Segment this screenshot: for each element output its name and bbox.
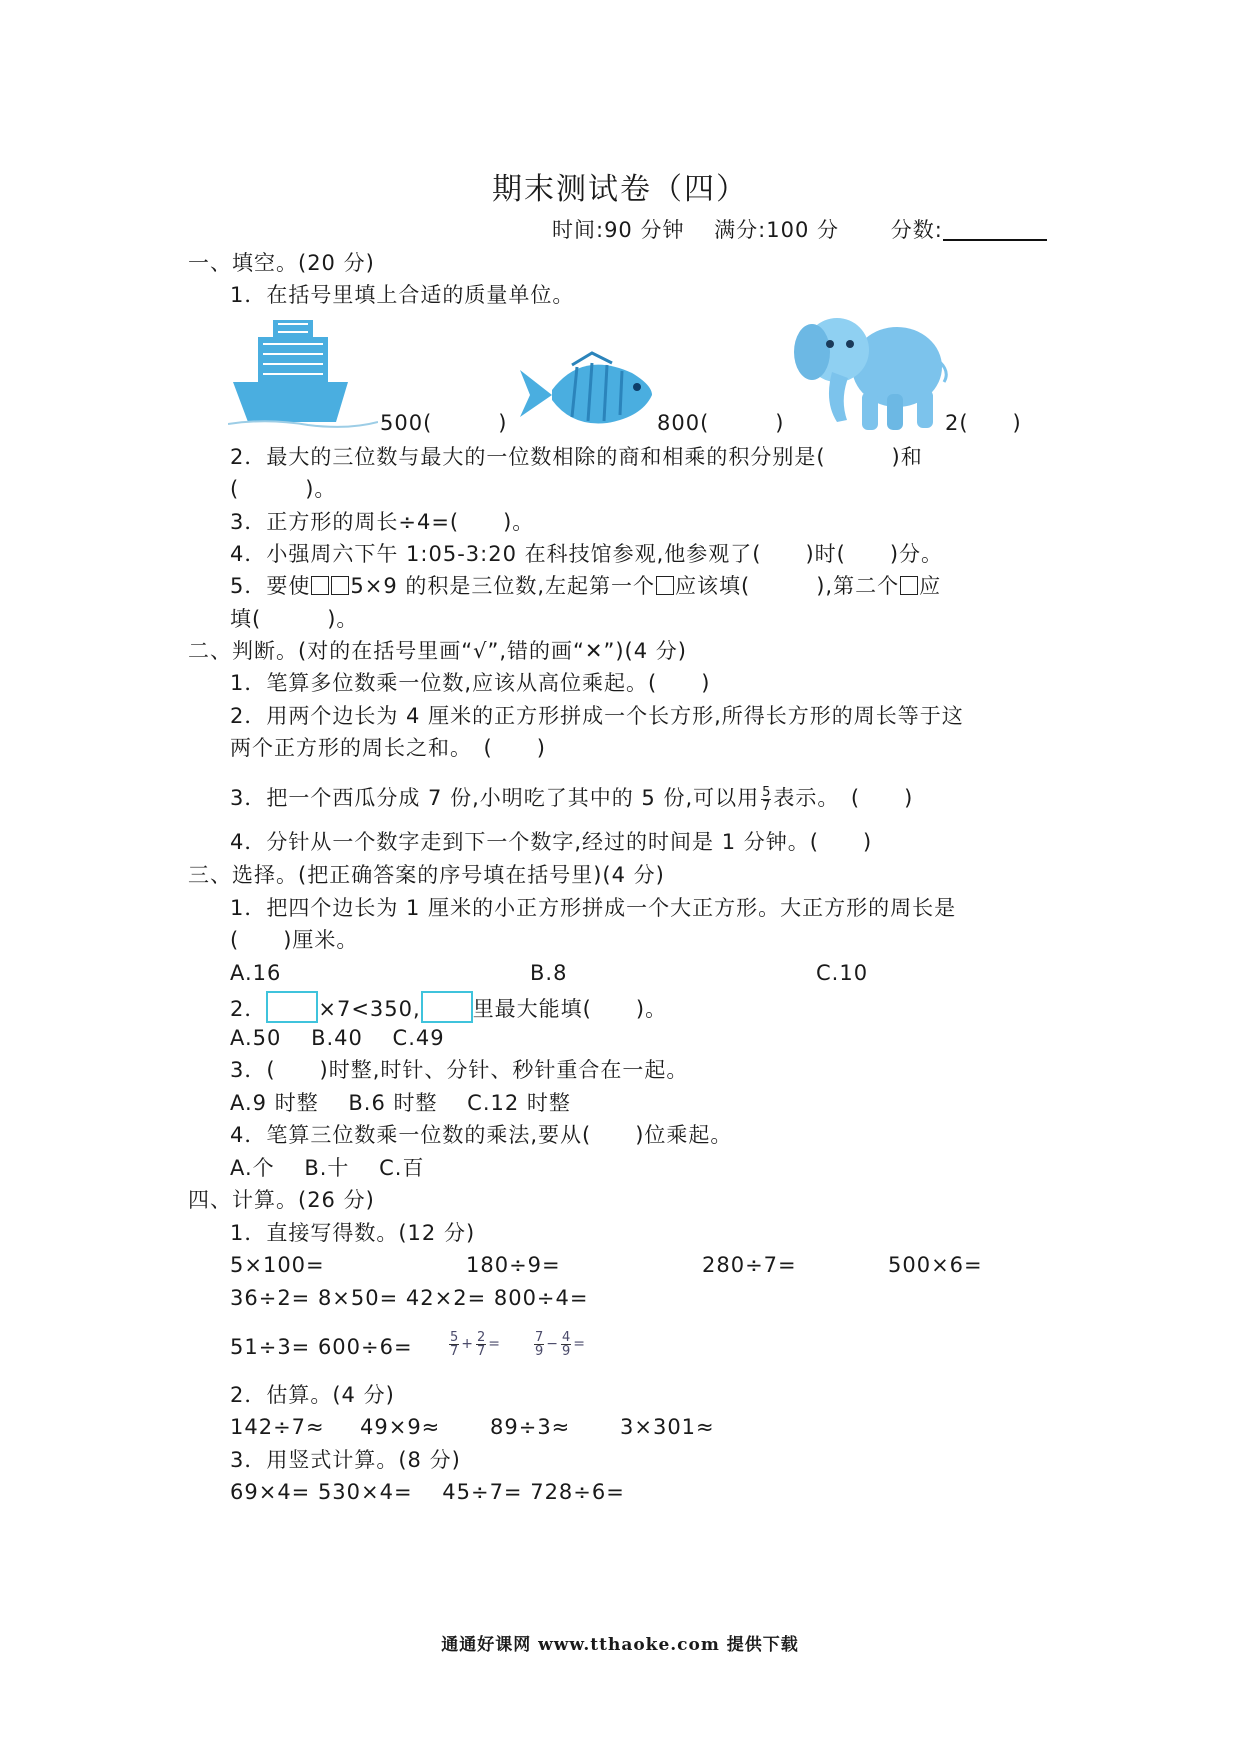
s3-q2	[230, 991, 667, 1023]
s4-est-a: 142÷7≈	[230, 1415, 325, 1439]
section-2-heading: 二、判断。(对的在括号里画“√”,错的画“✕”)(4 分)	[188, 639, 687, 663]
s1-q2-line1: 2．最大的三位数与最大的一位数相除的商和相乘的积分别是( )和	[230, 445, 923, 469]
page-title: 期末测试卷（四）	[492, 172, 748, 207]
s2-q2-line1: 2．用两个边长为 4 厘米的正方形拼成一个长方形,所得长方形的周长等于这	[230, 704, 964, 728]
s1-q5-pre: 5．要使	[230, 574, 311, 598]
s3-q1-option-b: B.8	[530, 961, 568, 985]
s3-q3-options: A.9 时整 B.6 时整 C.12 时整	[230, 1091, 571, 1115]
elephant-illustration	[792, 312, 952, 437]
s1-q1-elephant-answer[interactable]: 2( )	[945, 411, 1022, 435]
s3-q1-option-c: C.10	[816, 961, 869, 985]
footer-source: 通通好课网 www.tthaoke.com 提供下载	[441, 1635, 799, 1655]
s4-vertical-calcs: 69×4= 530×4= 45÷7= 728÷6=	[230, 1480, 625, 1504]
s3-q1-line2: ( )厘米。	[230, 928, 359, 952]
section-1-heading: 一、填空。(20 分)	[188, 251, 375, 275]
s1-q5-post: 应	[919, 574, 942, 598]
s4-row3: 51÷3= 600÷6=	[230, 1335, 413, 1359]
section-4-heading: 四、计算。(26 分)	[188, 1188, 375, 1212]
s1-q5-line2: 填( )。	[230, 607, 359, 631]
s1-q1-fish-answer[interactable]: 800( )	[657, 411, 785, 435]
s3-q4: 4．笔算三位数乘一位数的乘法,要从( )位乘起。	[230, 1123, 733, 1147]
time-limit: 时间:90 分钟	[552, 218, 685, 242]
s3-q3: 3．( )时整,时针、分针、秒针重合在一起。	[230, 1058, 689, 1082]
s2-q4: 4．分针从一个数字走到下一个数字,经过的时间是 1 分钟。( )	[230, 830, 873, 854]
s3-q2-options: A.50 B.40 C.49	[230, 1026, 445, 1050]
s4-row1-d: 500×6=	[888, 1253, 983, 1277]
s1-q1: 1．在括号里填上合适的质量单位。	[230, 283, 575, 307]
s3-q2-pre: 2．	[230, 997, 267, 1021]
s3-q1-line1: 1．把四个边长为 1 厘米的小正方形拼成一个大正方形。大正方形的周长是	[230, 896, 957, 920]
s2-q3-post: 表示。 ( )	[773, 786, 914, 810]
s1-q2-line2: ( )。	[230, 477, 337, 501]
s4-row1-c: 280÷7=	[702, 1253, 797, 1277]
section-3-heading: 三、选择。(把正确答案的序号填在括号里)(4 分)	[188, 863, 665, 887]
s1-q4: 4．小强周六下午 1:05-3:20 在科技馆参观,他参观了( )时( )分。	[230, 542, 944, 566]
s2-q3-pre: 3．把一个西瓜分成 7 份,小明吃了其中的 5 份,可以用	[230, 786, 760, 810]
s4-est-b: 49×9≈	[360, 1415, 441, 1439]
score-blank[interactable]	[943, 217, 1047, 241]
s3-q2-post: 里最大能填( )。	[472, 997, 668, 1021]
score-label: 分数:	[890, 218, 943, 242]
blank-box	[421, 991, 473, 1023]
ship-illustration	[228, 312, 378, 432]
s1-q5-mid: 5×9 的积是三位数,左起第一个	[350, 574, 656, 598]
s2-q2-line2: 两个正方形的周长之和。 ( )	[230, 736, 546, 760]
s2-q3	[230, 784, 913, 813]
s4-row1-a: 5×100=	[230, 1253, 325, 1277]
s4-est-c: 89÷3≈	[490, 1415, 571, 1439]
s1-q1-ship-answer[interactable]: 500( )	[380, 411, 508, 435]
s4-row2: 36÷2= 8×50= 42×2= 800÷4=	[230, 1286, 589, 1310]
s1-q5-line1	[230, 572, 941, 600]
fish-illustration	[512, 345, 662, 435]
s4-fraction-diff: $\frac{7}{9}$ − $\frac{4}{9}$ =	[535, 1329, 587, 1359]
full-score: 满分:100 分	[714, 218, 840, 242]
digit-box	[900, 576, 918, 595]
s4-fraction-sum: $\frac{5}{7}$ + $\frac{2}{7}$ =	[450, 1329, 502, 1359]
s4-part2: 2．估算。(4 分)	[230, 1383, 395, 1407]
digit-box	[311, 576, 329, 595]
s3-q1-option-a: A.16	[230, 961, 282, 985]
s3-q4-options: A.个 B.十 C.百	[230, 1156, 425, 1180]
digit-box	[331, 576, 349, 595]
digit-box	[656, 576, 674, 595]
s3-q2-mid: ×7<350,	[318, 997, 421, 1021]
s4-part1: 1．直接写得数。(12 分)	[230, 1221, 476, 1245]
s4-row1-b: 180÷9=	[466, 1253, 561, 1277]
s1-q5-mid2: 应该填( ),第二个	[675, 574, 900, 598]
s4-part3: 3．用竖式计算。(8 分)	[230, 1448, 461, 1472]
exam-info	[552, 216, 1047, 244]
s2-q1: 1．笔算多位数乘一位数,应该从高位乘起。( )	[230, 671, 711, 695]
s1-q3: 3．正方形的周长÷4=( )。	[230, 510, 535, 534]
s4-est-d: 3×301≈	[620, 1415, 715, 1439]
fraction: $\frac{5}{7}$	[762, 784, 771, 814]
blank-box	[266, 991, 318, 1023]
